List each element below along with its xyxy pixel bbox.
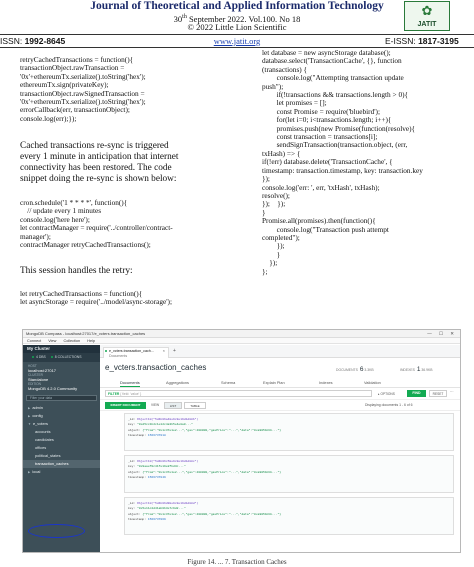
left-code-block-3 — [20, 290, 172, 307]
sidebar-collection-transaction-caches[interactable]: transaction_caches — [23, 460, 100, 468]
sidebar-collection-candidates[interactable]: candidates — [35, 436, 54, 442]
tab-transaction-caches[interactable] — [103, 347, 169, 358]
close-icon[interactable]: × — [162, 348, 165, 353]
jatit-logo — [404, 1, 450, 31]
sidebar-collection-accounts[interactable]: accounts — [35, 428, 51, 434]
header-rule-top — [0, 34, 474, 35]
code-line: let promises = []; — [262, 98, 327, 108]
highlight-circle — [28, 524, 85, 538]
issue-day-suffix: th — [182, 14, 187, 20]
code-line: cron.schedule('1 * * * *', function(){ — [20, 198, 128, 207]
code-line: push"); — [262, 81, 284, 91]
chevron-down-icon: ▼ — [28, 421, 31, 426]
tab-label: e_vcters.transaction_cach... — [109, 349, 154, 353]
code-line: } — [262, 249, 281, 259]
code-line: console.log('here here'); — [20, 214, 90, 224]
window-title: MongoDB Compass - localhost:27017/e_vcters.transaction_caches — [26, 331, 146, 336]
field-key: key: — [128, 423, 136, 427]
tab-sublabel: Documents — [109, 353, 128, 358]
code-line: console.log("Transaction push attempt — [262, 224, 389, 234]
chevron-right-icon: ▶ — [28, 413, 31, 418]
field-key: _id: — [128, 460, 136, 463]
field-key: key: — [128, 507, 136, 511]
field-value-key: "0x5e11c2d41ab0b3e7c9d2..." — [137, 507, 186, 511]
chevron-right-icon: ▶ — [28, 405, 31, 410]
db-label: e_voters — [32, 420, 48, 426]
field-key: timestamp: — [128, 518, 147, 522]
code-line: if(!err) database.delete('TransactionCache', { — [262, 157, 393, 167]
code-line: transactionObject.rawSignedTransaction = — [20, 88, 145, 98]
field-key: _id: — [128, 418, 136, 421]
indexes-value: 1 — [416, 366, 421, 373]
db-label: local — [32, 468, 41, 474]
query-bar — [100, 388, 461, 400]
left-code-block-1 — [20, 56, 146, 123]
filter-label: FILTER — [108, 392, 120, 396]
code-line: timestamp: transaction.timestamp, key: transaction.key — [262, 165, 423, 175]
sidebar-db-config[interactable] — [23, 412, 100, 420]
code-line: let database = new asyncStorage database(); — [262, 48, 391, 57]
window-controls[interactable]: — ☐ ✕ — [427, 331, 457, 336]
eissn-label: E-ISSN: — [385, 36, 416, 46]
issn-label: ISSN: — [0, 36, 23, 46]
field-value-id: ObjectId("5d4b06c58e9c9e19d1d88c") — [137, 460, 199, 463]
field-key: timestamp: — [128, 476, 147, 480]
journal-website-link[interactable]: www.jatit.org — [213, 36, 261, 46]
tab-documents[interactable]: Documents — [120, 380, 140, 385]
sidebar-db-local[interactable] — [23, 468, 100, 476]
document-card[interactable] — [124, 413, 454, 451]
document-card[interactable] — [124, 455, 454, 493]
host-label: HOST — [28, 364, 37, 368]
collection-header — [100, 358, 461, 379]
menu-collection[interactable]: Collection — [63, 339, 81, 343]
tab-validation[interactable]: Validation — [364, 380, 381, 385]
code-line: }); — [262, 241, 285, 251]
sidebar — [23, 345, 100, 553]
figure-caption: Figure 14. ... 7. Transaction Caches — [187, 558, 287, 566]
edition-value: MongoDB 4.2.0 Community — [28, 385, 78, 391]
issn-value: 1992-8645 — [24, 36, 66, 46]
cluster-summary — [23, 353, 100, 362]
cluster-info — [23, 362, 100, 392]
menu-bar — [23, 338, 460, 344]
sidebar-db-admin[interactable] — [23, 404, 100, 412]
code-line: database.select('TransactionCache', {}, function — [262, 56, 402, 66]
code-line: const Promise = require('bluebird'); — [262, 106, 380, 116]
code-line: contractManager retryCachedTransactions(); — [20, 240, 151, 250]
code-line: manager'); — [20, 231, 51, 241]
documents-label: DOCUMENTS — [336, 368, 358, 372]
code-line: Promise.all(promises).then(function(){ — [262, 216, 376, 226]
code-line: console.log("Attempting transaction update — [262, 73, 404, 83]
left-paragraph-1 — [20, 141, 179, 185]
code-line: sendSignTransaction(transaction.object, (err, — [262, 140, 408, 150]
view-label: VIEW — [151, 403, 160, 407]
document-toolbar — [100, 400, 461, 411]
code-line: }); }); — [262, 199, 286, 209]
field-value-object: {"from":"0x1c37e1e2...","gas":400000,"gasPrice":"...","data":"0xa9059cbb..."} — [142, 512, 282, 516]
tab-aggregations[interactable]: Aggregations — [166, 380, 189, 385]
menu-connect[interactable]: Connect — [27, 339, 42, 343]
jatit-logo-text: JATIT — [417, 21, 437, 28]
issue-rest: September 2022. Vol.100. No 18 — [186, 13, 301, 24]
database-tree — [23, 404, 100, 476]
code-line: '0x'+ethereumTx.serialize().toString('hex'); — [20, 97, 146, 107]
code-line: for(let i=0; i<transactions.length; i++){ — [262, 115, 392, 125]
code-line: console.log(err);}); — [20, 113, 77, 123]
issue-day: 30 — [173, 13, 183, 24]
documents-stat — [336, 366, 374, 373]
code-line: errorCallback(err, transactionObject); — [20, 105, 130, 115]
paragraph-line: snippet doing the re-sync is shown below: — [20, 174, 177, 184]
cluster-label: CLUSTER — [28, 373, 43, 378]
code-line: promises.push(new Promise(function(resolve){ — [262, 123, 416, 133]
code-line: transactionObject.rawTransaction = — [20, 63, 125, 73]
journal-title: Journal of Theoretical and Applied Information Technology — [90, 0, 384, 12]
copyright-line: © 2022 Little Lion Scientific — [187, 22, 287, 32]
document-list — [124, 413, 454, 539]
eissn — [385, 36, 459, 46]
filter-input[interactable] — [105, 390, 372, 397]
tab-schema[interactable]: Schema — [221, 380, 236, 385]
code-line: let retryCachedTransactions = function(){ — [20, 289, 143, 298]
documents-value: 6 — [359, 366, 364, 373]
code-line: }); — [262, 174, 270, 184]
status-dot-icon — [51, 356, 53, 358]
sidebar-filter-input[interactable]: Filter your data — [26, 395, 97, 401]
field-key: _id: — [128, 502, 136, 505]
options-toggle[interactable]: ▸ OPTIONS — [378, 392, 395, 396]
field-value-timestamp: 1566737018 — [147, 434, 166, 438]
dbs-count: 4 DBS — [36, 355, 46, 359]
chevron-right-icon: ▶ — [28, 469, 31, 474]
filter-placeholder: { field: 'value' } — [120, 392, 142, 396]
code-line: } — [262, 207, 266, 217]
menu-help[interactable]: Help — [87, 339, 96, 343]
edition-label: EDITION — [28, 382, 41, 387]
field-value-id: ObjectId("5d4b06d98e9c9e19d1d88d") — [137, 502, 199, 505]
field-value-key: "0x9aaef0c41fe19e8fbd3c..." — [137, 465, 186, 469]
db-label: config — [32, 412, 43, 418]
window-titlebar — [23, 330, 460, 338]
field-value-object: {"from":"0x1c37e1e2...","gas":400000,"gasPrice":"...","data":"0xa9059cbb..."} — [142, 428, 282, 432]
left-paragraph-2: This session handles the retry: — [20, 266, 133, 276]
collection-title: e_vcters.transaction_caches — [105, 363, 207, 372]
field-value-timestamp: 1566737069 — [147, 518, 166, 522]
code-line: resolve(); — [262, 190, 290, 200]
header-rule-bottom — [0, 47, 474, 48]
table-view-button[interactable]: TABLE — [184, 402, 206, 409]
right-code-block — [262, 49, 423, 276]
sidebar-collection-offices[interactable]: offices — [35, 444, 47, 450]
find-button[interactable]: FIND — [407, 390, 426, 397]
documents-size: 3.3KB — [364, 368, 374, 372]
status-dot-icon — [32, 356, 34, 358]
document-card[interactable] — [124, 497, 454, 535]
jatit-logo-emblem-icon: ✿ — [421, 3, 433, 18]
paragraph-line: every 1 minute in anticipation that internet — [20, 152, 179, 162]
code-line: // update every 1 minutes — [20, 206, 102, 216]
code-line: retryCachedTransactions = function(){ — [20, 55, 134, 64]
tab-bar — [100, 345, 461, 358]
indexes-label: INDEXES — [400, 368, 415, 372]
tab-status-icon — [105, 350, 107, 352]
left-code-block-2 — [20, 199, 173, 249]
field-key: object: — [128, 470, 141, 474]
field-key: timestamp: — [128, 434, 147, 438]
collection-subtabs — [100, 379, 461, 388]
code-line: ethereumTx.sign(privateKey); — [20, 80, 109, 90]
paragraph-line: Cached transactions re-sync is triggered — [20, 141, 169, 151]
sidebar-db-e-voters[interactable] — [23, 420, 100, 428]
menu-view[interactable]: View — [48, 339, 57, 343]
code-line: }; — [262, 266, 268, 276]
indexes-size: 36.9KB — [421, 368, 433, 372]
code-line: console.log('err: ', err, 'txHash', txHash); — [262, 182, 380, 192]
paragraph-line: connectivity has been restored. The code — [20, 163, 172, 173]
mongodb-compass-screenshot — [22, 329, 461, 553]
code-line: const transaction = transactions[i]; — [262, 132, 378, 142]
tab-explain-plan[interactable]: Explain Plan — [263, 380, 285, 385]
indexes-stat — [400, 366, 433, 373]
field-value-id: ObjectId("5d4b06a48e9c9e19d1d88b") — [137, 418, 199, 421]
reset-button[interactable]: RESET — [429, 390, 447, 397]
code-line: let asyncStorage = require('../model/async-storage'); — [20, 297, 173, 307]
tab-indexes[interactable]: Indexes — [319, 380, 333, 385]
insert-document-button[interactable]: INSERT DOCUMENT — [105, 402, 146, 409]
field-value-key: "0xd5cc1b2c1e12c4a3b5e4e8a0..." — [137, 423, 193, 427]
cluster-value: Standalone — [28, 376, 49, 382]
field-key: object: — [128, 512, 141, 516]
main-panel — [100, 345, 461, 553]
more-options-icon[interactable]: ··· — [450, 390, 454, 394]
list-view-button[interactable]: LIST — [164, 402, 182, 409]
field-key: object: — [128, 428, 141, 432]
db-label: admin — [32, 404, 43, 410]
displaying-documents: Displaying documents 1 - 6 of 6 — [365, 403, 413, 407]
code-line: txHash) => { — [262, 148, 301, 158]
code-line: let contractManager = require('../controller/contract- — [20, 223, 173, 233]
code-line: (transactions) { — [262, 64, 308, 74]
code-line: completed"); — [262, 232, 300, 242]
add-tab-icon[interactable]: + — [173, 348, 176, 354]
code-line: if(!transactions && transactions.length > 0){ — [262, 90, 409, 100]
host-value: localhost:27017 — [28, 367, 57, 373]
cluster-title: My Cluster — [23, 345, 100, 353]
field-value-timestamp: 1566737049 — [147, 476, 166, 480]
collections-count: 8 COLLECTIONS — [54, 355, 82, 359]
eissn-value: 1817-3195 — [418, 36, 459, 46]
field-key: key: — [128, 465, 136, 469]
code-line: '0x'+ethereumTx.serialize().toString('hex'); — [20, 71, 146, 81]
code-line: }); — [262, 258, 278, 268]
field-value-object: {"from":"0x1c37e1e2...","gas":400000,"gasPrice":"...","data":"0xa9059cbb..."} — [142, 470, 282, 474]
sidebar-collection-political-states[interactable]: political_states — [35, 452, 61, 458]
